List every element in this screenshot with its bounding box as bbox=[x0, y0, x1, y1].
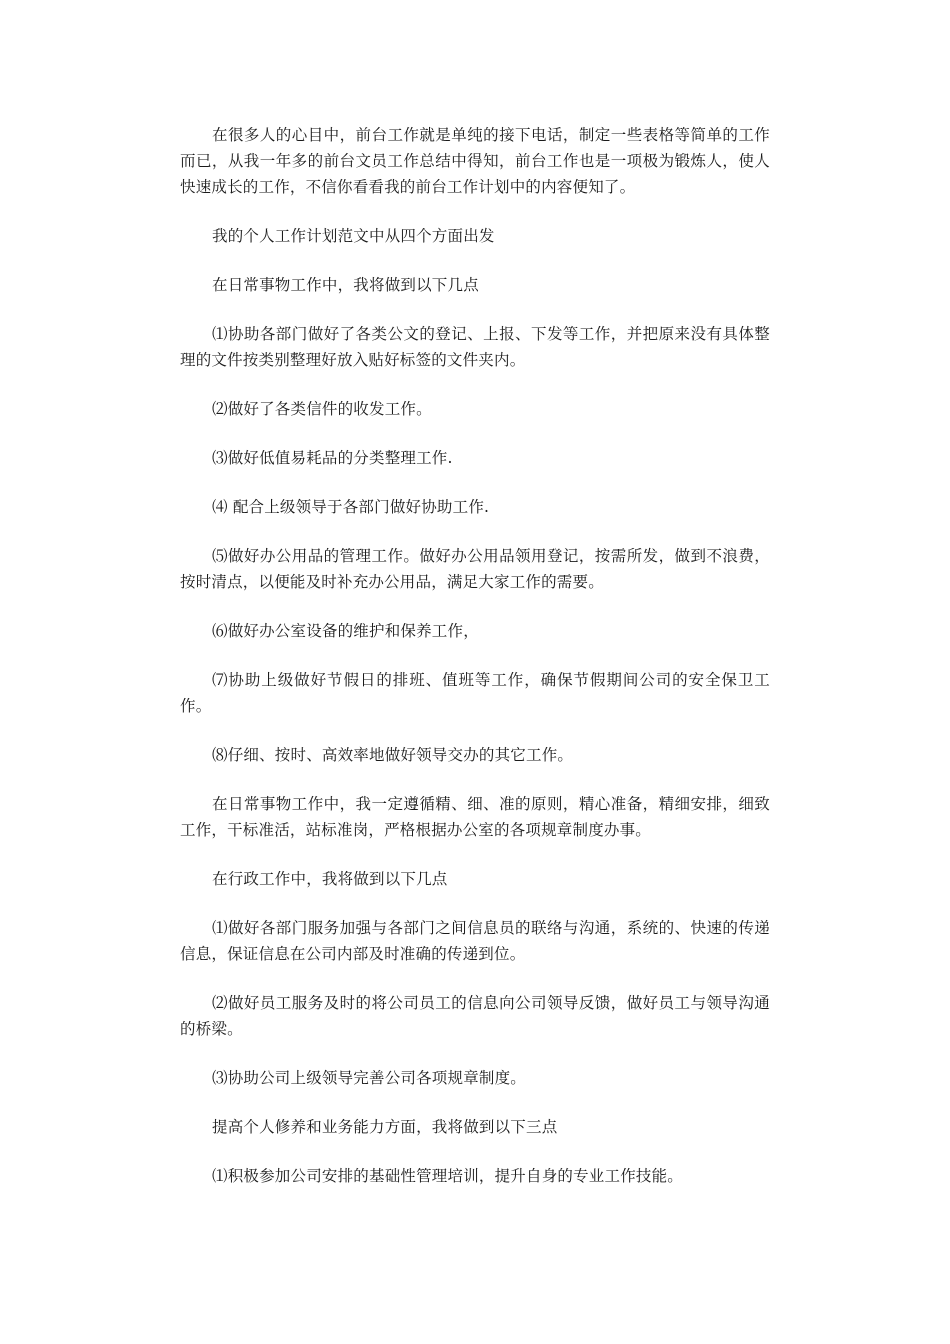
list-item-daily-6: ⑹做好办公室设备的维护和保养工作， bbox=[212, 622, 479, 640]
list-item-daily-2: ⑵做好了各类信件的收发工作。 bbox=[212, 400, 432, 418]
list-item-daily-3: ⑶做好低值易耗品的分类整理工作. bbox=[212, 449, 453, 467]
paragraph-skills-heading: 提高个人修养和业务能力方面，我将做到以下三点 bbox=[212, 1118, 558, 1136]
list-item-daily-1: ⑴协助各部门做好了各类公文的登记、上报、下发等工作，并把原来没有具体整理的文件按类别整理好放入贴好标签的文件夹内。 bbox=[180, 325, 770, 369]
list-item-daily-4: ⑷ 配合上级领导于各部门做好协助工作. bbox=[212, 498, 490, 516]
list-item-daily-8: ⑻仔细、按时、高效率地做好领导交办的其它工作。 bbox=[212, 746, 574, 764]
paragraph-admin-heading: 在行政工作中，我将做到以下几点 bbox=[212, 870, 448, 888]
document-body bbox=[180, 122, 770, 1212]
list-item-admin-3: ⑶协助公司上级领导完善公司各项规章制度。 bbox=[212, 1069, 527, 1087]
list-item-daily-7: ⑺协助上级做好节假日的排班、值班等工作，确保节假期间公司的安全保卫工作。 bbox=[180, 671, 770, 715]
list-item-skills-1: ⑴积极参加公司安排的基础性管理培训，提升自身的专业工作技能。 bbox=[212, 1167, 684, 1185]
list-item-admin-1: ⑴做好各部门服务加强与各部门之间信息员的联络与沟通，系统的、快速的传递信息，保证信息在公司内部及时准确的传递到位。 bbox=[180, 919, 770, 963]
paragraph-plan-heading: 我的个人工作计划范文中从四个方面出发 bbox=[212, 227, 495, 245]
list-item-admin-2: ⑵做好员工服务及时的将公司员工的信息向公司领导反馈，做好员工与领导沟通的桥梁。 bbox=[180, 994, 770, 1038]
paragraph-daily-heading: 在日常事物工作中，我将做到以下几点 bbox=[212, 276, 479, 294]
paragraph-intro: 在很多人的心目中，前台工作就是单纯的接下电话，制定一些表格等简单的工作而已，从我一年多的前台文员工作总结中得知，前台工作也是一项极为锻炼人，使人快速成长的工作，不信你看看我的前台工作计划中的内容便知了。 bbox=[180, 126, 770, 196]
list-item-daily-5: ⑸做好办公用品的管理工作。做好办公用品领用登记，按需所发，做到不浪费，按时清点，以便能及时补充办公用品，满足大家工作的需要。 bbox=[180, 547, 770, 591]
paragraph-daily-principle: 在日常事物工作中，我一定遵循精、细、准的原则，精心准备，精细安排，细致工作，干标准活，站标准岗，严格根据办公室的各项规章制度办事。 bbox=[180, 795, 770, 839]
